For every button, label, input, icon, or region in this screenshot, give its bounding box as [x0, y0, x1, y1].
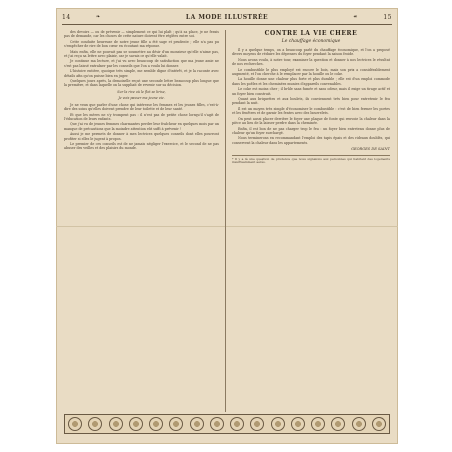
article-paragraph: Et que les mères ne s'y trompent pas : il n'est pas de petite chose lorsqu'il s'agit de l'éducation de leurs enfants.	[64, 112, 219, 121]
article-paragraph: Enfin, il est bon de ne pas charger trop le feu : un foyer bien entretenu donne plus de chaleur qu'un foyer surchargé.	[232, 126, 390, 135]
article-paragraph: Le premier de ces conseils est de ne jamais négliger l'exercice, et le second de ne pas abuser des veilles et des plaisirs du monde.	[64, 141, 219, 151]
ornament-icon	[271, 417, 285, 431]
article-paragraph: Nous terminerons en recommandant l'emploi des tapis épais et des rideaux doublés, qui conservent la chaleur dans les appartements.	[232, 136, 390, 145]
ornament-icon	[352, 417, 366, 431]
article-paragraph: On peut aussi placer derrière le foyer une plaque de fonte qui renvoie la chaleur dans la pièce au lieu de la laisser perdre dans la cheminée.	[232, 116, 390, 126]
ornament-icon	[169, 417, 183, 431]
verse-line: Sur la rive où le flot se brise,	[117, 89, 166, 94]
ornament-icon	[250, 417, 264, 431]
section-subheading: Le chauffage économique	[281, 39, 341, 44]
article-paragraph: L'histoire entière, quoique très simple, me semble digne d'intérêt, et je la raconte avec détails afin qu'on puisse bien en juger.	[64, 69, 219, 78]
article-paragraph: des devoirs — ou de prévenir — simplement ce qui lui plaît ; qu'à sa place, je ne ferais pas de demande, car les choses de cette nature doivent être réglées entre soi.	[64, 30, 219, 39]
article-paragraph: Que j'ai vu de jeunes femmes charmantes perdre leur fraîcheur en quelques mois par un manque de précautions que la moindre attention eût suffi à prévenir !	[64, 122, 219, 131]
ornament-icon	[149, 417, 163, 431]
article-paragraph: Mais enfin, elle ne pouvait pas se soumettre au désir d'un monsieur qu'elle n'aime pas, et j'ai reçu sa lettre avec plaisir, car je savais ce qu'elle valait.	[64, 49, 219, 59]
right-column	[232, 30, 390, 412]
ornament-icon	[109, 417, 123, 431]
ornament-icon	[372, 417, 386, 431]
article-paragraph: Le coke est moins cher ; il brûle sans fumée et sans odeur, mais il exige un tirage actif et un foyer bien construit.	[232, 87, 390, 96]
article-paragraph: La houille donne une chaleur plus forte et plus durable ; elle est d'un emploi commode dans les poêles et les cheminées munies d'appareils convenables.	[232, 77, 390, 86]
column-divider	[225, 30, 226, 412]
ornament-icon	[311, 417, 325, 431]
footnote: * Il y a là une question de prudence que nous signalons aux personnes qui habitent des logements insuffisamment aérés.	[232, 156, 390, 165]
ornament-icon	[210, 417, 224, 431]
article-paragraph: Nous avons voulu, à notre tour, examiner la question et donner à nos lectrices le résultat de nos recherches.	[232, 57, 390, 67]
ornament-icon	[190, 417, 204, 431]
author-signature: GEORGES DE SAINT	[351, 147, 390, 152]
ornament-icon	[129, 417, 143, 431]
article-paragraph: Je ne veux que parler d'une chose qui intéresse les femmes et les jeunes filles, c'est-à-dire des soins qu'elles doivent prendre de leur toilette et de leur santé.	[64, 102, 219, 112]
page-header	[62, 12, 392, 25]
ornament-icon	[88, 417, 102, 431]
article-paragraph: Le combustible le plus employé est encore le bois, mais son prix a considérablement augmenté, et l'on cherche à le remplacer par la houille ou le coke.	[232, 67, 390, 77]
article-paragraph: Aussi je me permets de donner à mes lectrices quelques conseils dont elles pourront profiter si elles le jugent à propos.	[64, 132, 219, 141]
page-number-left: 14	[62, 14, 71, 21]
header-ornament-left: ❧	[96, 14, 101, 20]
article-paragraph: Je continue ma lecture, et j'ai vu avec beaucoup de satisfaction que ma jeune amie ne s'est pas laissé entraîner par les conseils que l'on a voulu lui donner.	[64, 59, 219, 68]
header-ornament-right: ☙	[353, 14, 358, 20]
article-paragraph: Il y a quelque temps, on a beaucoup parlé du chauffage économique, et l'on a proposé divers moyens de réduire les dépenses du foyer pendant la saison froide.	[232, 48, 390, 57]
article-paragraph: Il est un moyen très simple d'économiser le combustible : c'est de bien fermer les portes et les fenêtres et de garnir les fentes avec des bourrelets.	[232, 106, 390, 116]
article-paragraph: Cette conduite heureuse de notre jeune fille a été sage et prudente ; elle n'a pas pu s'empêcher de rire de bon cœur en écoutant ma réponse.	[64, 39, 219, 49]
article-paragraph: Quelques jours après, la demoiselle reçut une seconde lettre beaucoup plus longue que la première, et dans laquelle on la suppliait de revenir sur sa décision.	[64, 79, 219, 88]
publication-title: LA MODE ILLUSTRÉE	[185, 14, 269, 21]
ornament-icon	[230, 417, 244, 431]
ornament-icon	[291, 417, 305, 431]
section-heading: CONTRE LA VIE CHERE	[264, 30, 358, 37]
newspaper-page	[56, 8, 398, 444]
page-number-right: 15	[383, 14, 392, 21]
decorative-border	[64, 414, 390, 434]
left-column	[64, 30, 219, 412]
ornament-icon	[68, 417, 82, 431]
article-paragraph: Quant aux briquettes et aux boulets, ils conviennent très bien pour entretenir le feu pendant la nuit.	[232, 97, 390, 106]
ornament-icon	[331, 417, 345, 431]
verse-line: Je vois passer ma jeune vie.	[118, 96, 165, 101]
